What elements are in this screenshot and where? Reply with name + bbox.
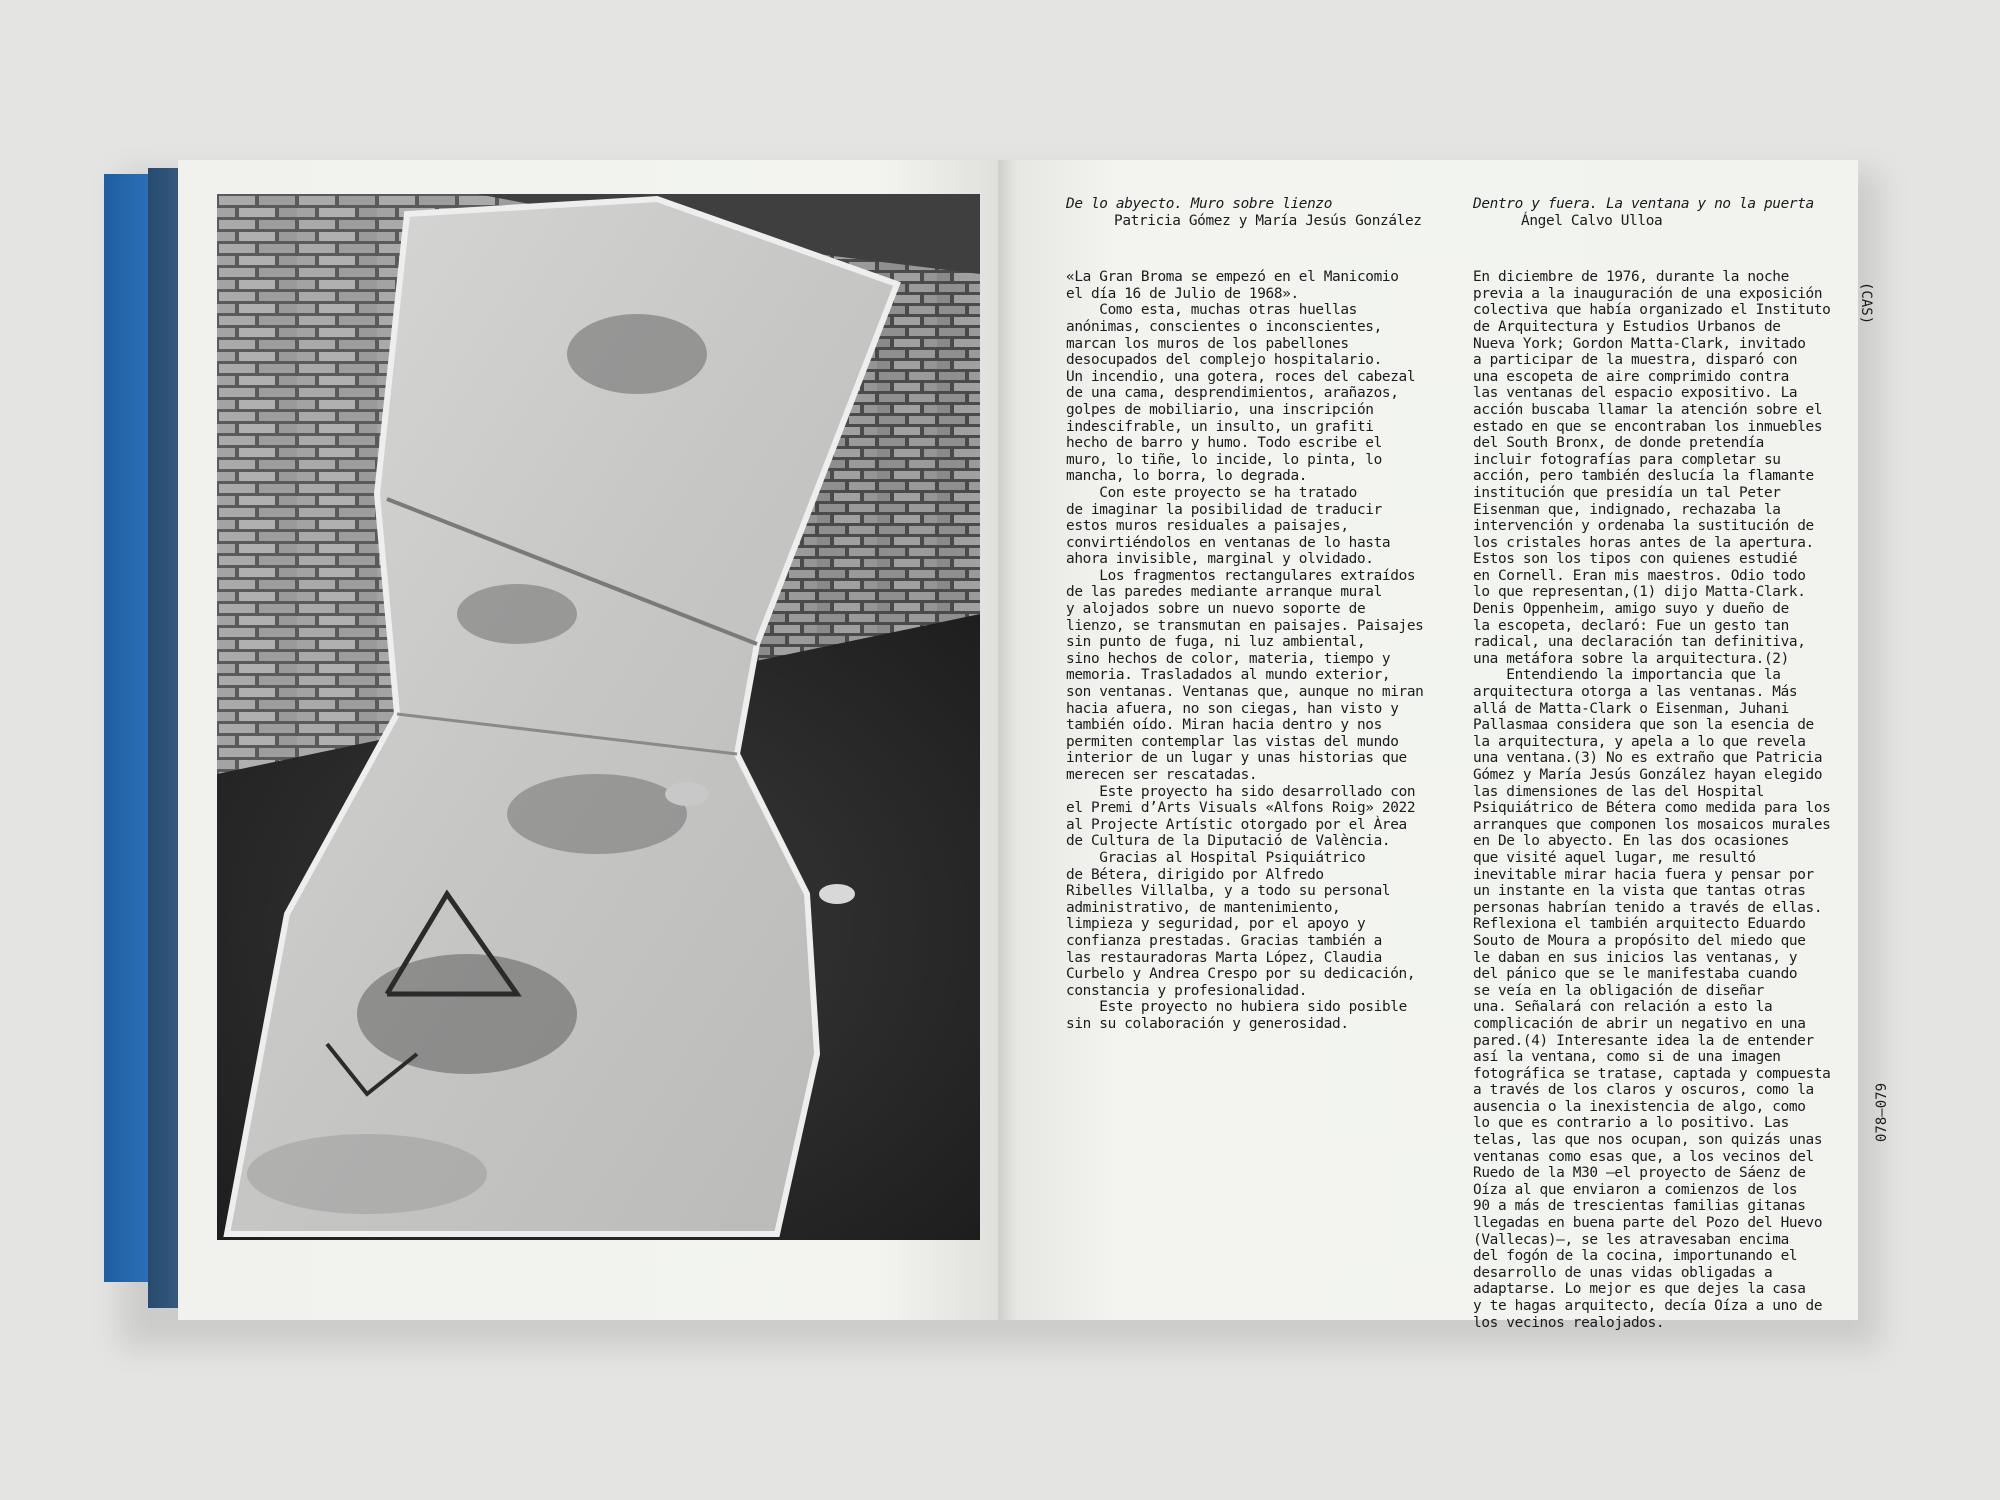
wall-canvas-photo — [217, 194, 980, 1240]
article-column-abyecto — [1066, 196, 1466, 1033]
article-body: En diciembre de 1976, durante la noche previa a la inauguración de una exposición colectiva que había organizado el Instituto de Arquitectura y Estudios Urbanos de Nueva York; Gordon Matta-Clark, invitado a participar de la muestra, disparó con una escopeta de aire comprimido contra las ventanas del espacio expositivo. La acción buscaba llamar la atención sobre el estado en que se encontraban los inmuebles del South Bronx, de donde pretendía incluir fotografías para completar su acción, pero también deslucía la flamante institución que presidía un tal Peter Eisenman que, indignado, rechazaba la intervención y ordenaba la sustitución de los cristales horas antes de la apertura. Estos son los tipos con quienes estudié en Cornell. Eran mis maestros. Odio todo lo que representan,(1) dijo Matta-Clark. Denis Oppenheim, amigo suyo y dueño de la escopeta, declaró: Fue un gesto tan radical, una declaración tan definitiva, una metáfora sobre la arquitectura.(2) Entendiendo la importancia que la arquitectura otorga a las ventanas. Más allá de Matta-Clark o Eisenman, Juhani Pallasmaa considera que son la esencia de la arquitectura, y apela a lo que revela una ventana.(3) No es extraño que Patricia Gómez y María Jesús González hayan elegido las dimensiones de las del Hospital Psiquiátrico de Bétera como medida para los arranques que componen los mosaicos murales en De lo abyecto. En las dos ocasiones que visité aquel lugar, me resultó inevitable mirar hacia fuera y pensar por un instante en la vista que tantas otras personas habrían tenido a través de ellas. Reflexiona el también arquitecto Eduardo Souto de Moura a propósito del miedo que le daban en sus inicios las ventanas, y del pánico que se le manifestaba cuando se veía en la obligación de diseñar una. Señalará con relación a esto la complicación de abrir un negativo en una pared.(4) Interesante idea la de entender así la ventana, como si de una imagen fotográfica se tratase, captada y compuesta a través de los claros y oscuros, como la ausencia o la inexistencia de algo, como lo que es contrario a lo positivo. Las telas, las que nos ocupan, son quizás unas ventanas como esas que, a los vecinos del Ruedo de la M30 –el proyecto de Sáenz de Oíza al que enviaron a comienzos de los 90 a más de trescientas familias gitanas llegadas en buena parte del Pozo del Huevo (Vallecas)–, se les atravesaban encima del fogón de la cocina, importunando el desarrollo de unas vidas obligadas a adaptarse. Lo mejor es que dejes la casa y te hagas arquitecto, decía Oíza a uno de los vecinos realojados. — [1473, 269, 1831, 1331]
photo-illustration — [217, 194, 980, 1240]
page-numbers: 078–079 — [1874, 1082, 1890, 1142]
article-title: Dentro y fuera. La ventana y no la puerta — [1473, 196, 1814, 212]
language-label: (CAS) — [1858, 282, 1874, 325]
article-authors: Patricia Gómez y María Jesús González — [1114, 212, 1422, 229]
book-gutter — [998, 160, 1020, 1320]
article-column-dentro-y-fuera — [1473, 196, 1865, 1331]
article-body: «La Gran Broma se empezó en el Manicomio el día 16 de Julio de 1968». Como esta, muchas otras huellas anónimas, conscientes o inconscientes, marcan los muros de los pabellones desocupados del complejo hospitalario. Un incendio, una gotera, roces del cabezal de una cama, desprendimientos, arañazos, golpes de mobiliario, una inscripción indescifrable, un insulto, un grafiti hecho de barro y humo. Todo escribe el muro, lo tiñe, lo incide, lo pinta, lo mancha, lo borra, lo degrada. Con este proyecto se ha tratado de imaginar la posibilidad de traducir estos muros residuales a paisajes, convirtiéndolos en ventanas de lo hasta ahora invisible, marginal y olvidado. Los fragmentos rectangulares extraídos de las paredes mediante arranque mural y alojados sobre un nuevo soporte de lienzo, se transmutan en paisajes. Paisajes sin punto de fuga, ni luz ambiental, sino hechos de color, materia, tiempo y memoria. Trasladados al mundo exterior, son ventanas. Ventanas que, aunque no miran hacia afuera, no son ciegas, han visto y también oído. Miran hacia dentro y nos permiten contemplar las vistas del mundo interior de un lugar y unas historias que merecen ser rescatadas. Este proyecto ha sido desarrollado con el Premi d’Arts Visuals «Alfons Roig» 2022 al Projecte Artístic otorgado por el Àrea de Cultura de la Diputació de València. Gracias al Hospital Psiquiátrico de Bétera, dirigido por Alfredo Ribelles Villalba, y a todo su personal administrativo, de mantenimiento, limpieza y seguridad, por el apoyo y confianza prestadas. Gracias también a las restauradoras Marta López, Claudia Curbelo y Andrea Crespo por su dedicación, constancia y profesionalidad. Este proyecto no hubiera sido posible sin su colaboración y generosidad. — [1066, 269, 1424, 1032]
article-title: De lo abyecto. Muro sobre lienzo — [1066, 196, 1333, 212]
article-authors: Ángel Calvo Ulloa — [1521, 212, 1663, 229]
